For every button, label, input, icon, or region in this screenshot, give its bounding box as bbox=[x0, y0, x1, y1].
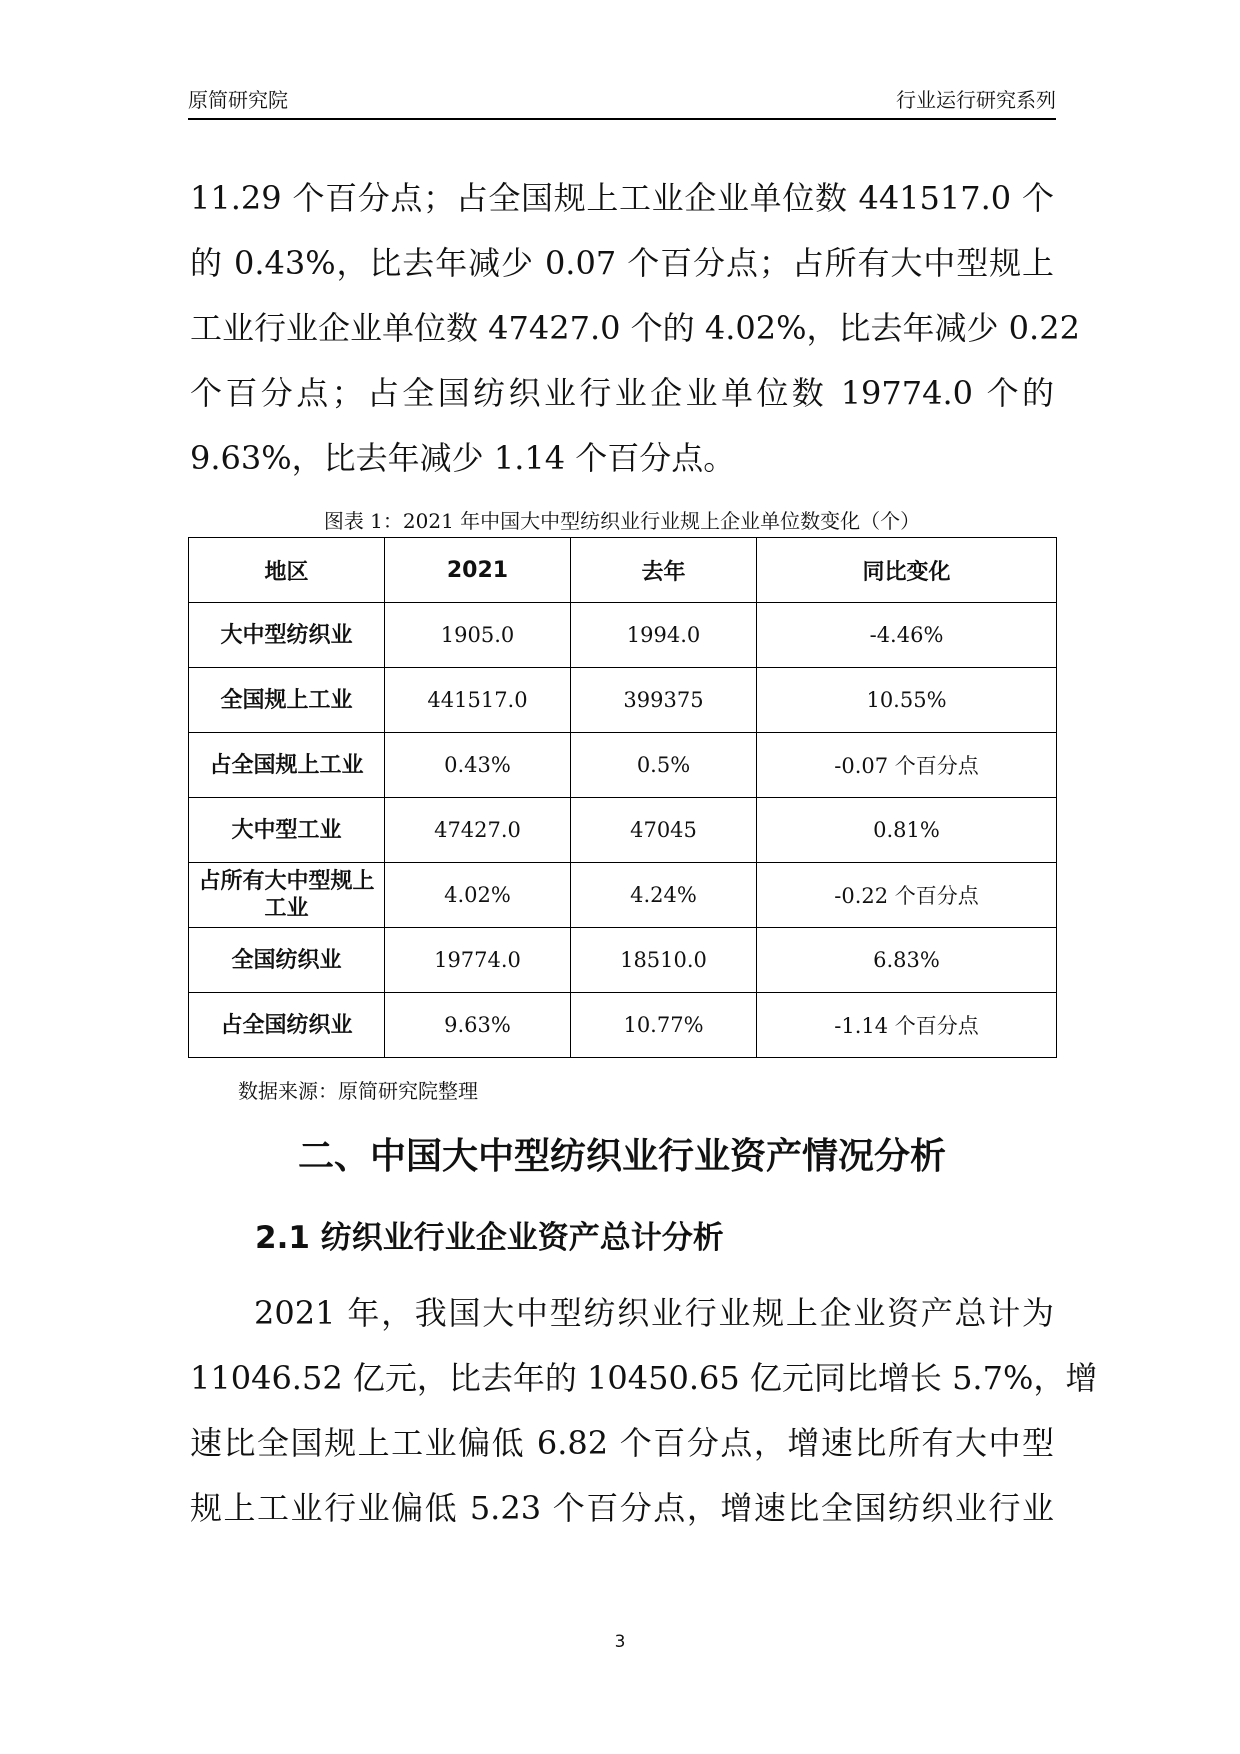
subsection-heading: 2.1 纺织业行业企业资产总计分析 bbox=[255, 1220, 724, 1256]
table-row bbox=[189, 733, 1057, 798]
paragraph-unit-count bbox=[190, 166, 1080, 491]
table-cell: 399375 bbox=[571, 668, 757, 733]
page-number: 3 bbox=[614, 1632, 626, 1652]
table-cell: 19774.0 bbox=[385, 928, 571, 993]
table-cell: 1905.0 bbox=[385, 603, 571, 668]
table-row-label: 占所有大中型规上工业 bbox=[189, 863, 385, 928]
table-row bbox=[189, 863, 1057, 928]
table-header-row bbox=[189, 538, 1057, 603]
table-cell: 0.81% bbox=[757, 798, 1057, 863]
unit-count-table bbox=[188, 537, 1057, 1058]
table-row bbox=[189, 928, 1057, 993]
table-header-cell: 地区 bbox=[189, 538, 385, 603]
paragraph-line: 11.29 个百分点；占全国规上工业企业单位数 441517.0 个 bbox=[190, 179, 1054, 217]
table-row-label: 占全国规上工业 bbox=[189, 733, 385, 798]
table-cell: 4.02% bbox=[385, 863, 571, 928]
table-cell: 10.55% bbox=[757, 668, 1057, 733]
table-cell: 0.5% bbox=[571, 733, 757, 798]
paragraph-line: 的 0.43%，比去年减少 0.07 个百分点；占所有大中型规上 bbox=[190, 244, 1054, 282]
table-header-cell: 2021 bbox=[385, 538, 571, 603]
section-heading: 二、中国大中型纺织业行业资产情况分析 bbox=[297, 1136, 946, 1177]
table-cell: 47427.0 bbox=[385, 798, 571, 863]
paragraph-line: 工业行业企业单位数 47427.0 个的 4.02%，比去年减少 0.22 bbox=[190, 309, 1080, 347]
table-cell: 9.63% bbox=[385, 993, 571, 1058]
table-row-label: 全国纺织业 bbox=[189, 928, 385, 993]
paragraph-line: 11046.52 亿元，比去年的 10450.65 亿元同比增长 5.7%，增 bbox=[190, 1359, 1098, 1397]
table-row bbox=[189, 798, 1057, 863]
table-cell: -0.07 个百分点 bbox=[757, 733, 1057, 798]
table-cell: 47045 bbox=[571, 798, 757, 863]
table-cell: 18510.0 bbox=[571, 928, 757, 993]
table-header-cell: 去年 bbox=[571, 538, 757, 603]
table-row bbox=[189, 668, 1057, 733]
table-row-label: 大中型工业 bbox=[189, 798, 385, 863]
table-row bbox=[189, 603, 1057, 668]
table-cell: 6.83% bbox=[757, 928, 1057, 993]
table-cell: 441517.0 bbox=[385, 668, 571, 733]
paragraph-line: 2021 年，我国大中型纺织业行业规上企业资产总计为 bbox=[254, 1294, 1054, 1332]
table-cell: 1994.0 bbox=[571, 603, 757, 668]
table-header-cell: 同比变化 bbox=[757, 538, 1057, 603]
header-series-title: 行业运行研究系列 bbox=[896, 88, 1056, 112]
table-cell: -4.46% bbox=[757, 603, 1057, 668]
paragraph-line: 9.63%，比去年减少 1.14 个百分点。 bbox=[190, 439, 736, 477]
table-cell: -1.14 个百分点 bbox=[757, 993, 1057, 1058]
table-cell: 10.77% bbox=[571, 993, 757, 1058]
page-header bbox=[188, 84, 1056, 120]
paragraph-line: 个百分点；占全国纺织业行业企业单位数 19774.0 个的 bbox=[190, 374, 1054, 412]
table-row bbox=[189, 993, 1057, 1058]
table-source-note: 数据来源：原简研究院整理 bbox=[238, 1079, 478, 1103]
table-caption: 图表 1：2021 年中国大中型纺织业行业规上企业单位数变化（个） bbox=[323, 509, 921, 533]
table-row-label: 全国规上工业 bbox=[189, 668, 385, 733]
table-row-label: 大中型纺织业 bbox=[189, 603, 385, 668]
header-publisher: 原简研究院 bbox=[188, 88, 288, 112]
table-cell: 4.24% bbox=[571, 863, 757, 928]
table-cell: -0.22 个百分点 bbox=[757, 863, 1057, 928]
paragraph-line: 规上工业行业偏低 5.23 个百分点，增速比全国纺织业行业 bbox=[190, 1489, 1054, 1527]
paragraph-total-assets bbox=[190, 1281, 1098, 1541]
paragraph-line: 速比全国规上工业偏低 6.82 个百分点，增速比所有大中型 bbox=[190, 1424, 1054, 1462]
table-cell: 0.43% bbox=[385, 733, 571, 798]
table-row-label: 占全国纺织业 bbox=[189, 993, 385, 1058]
